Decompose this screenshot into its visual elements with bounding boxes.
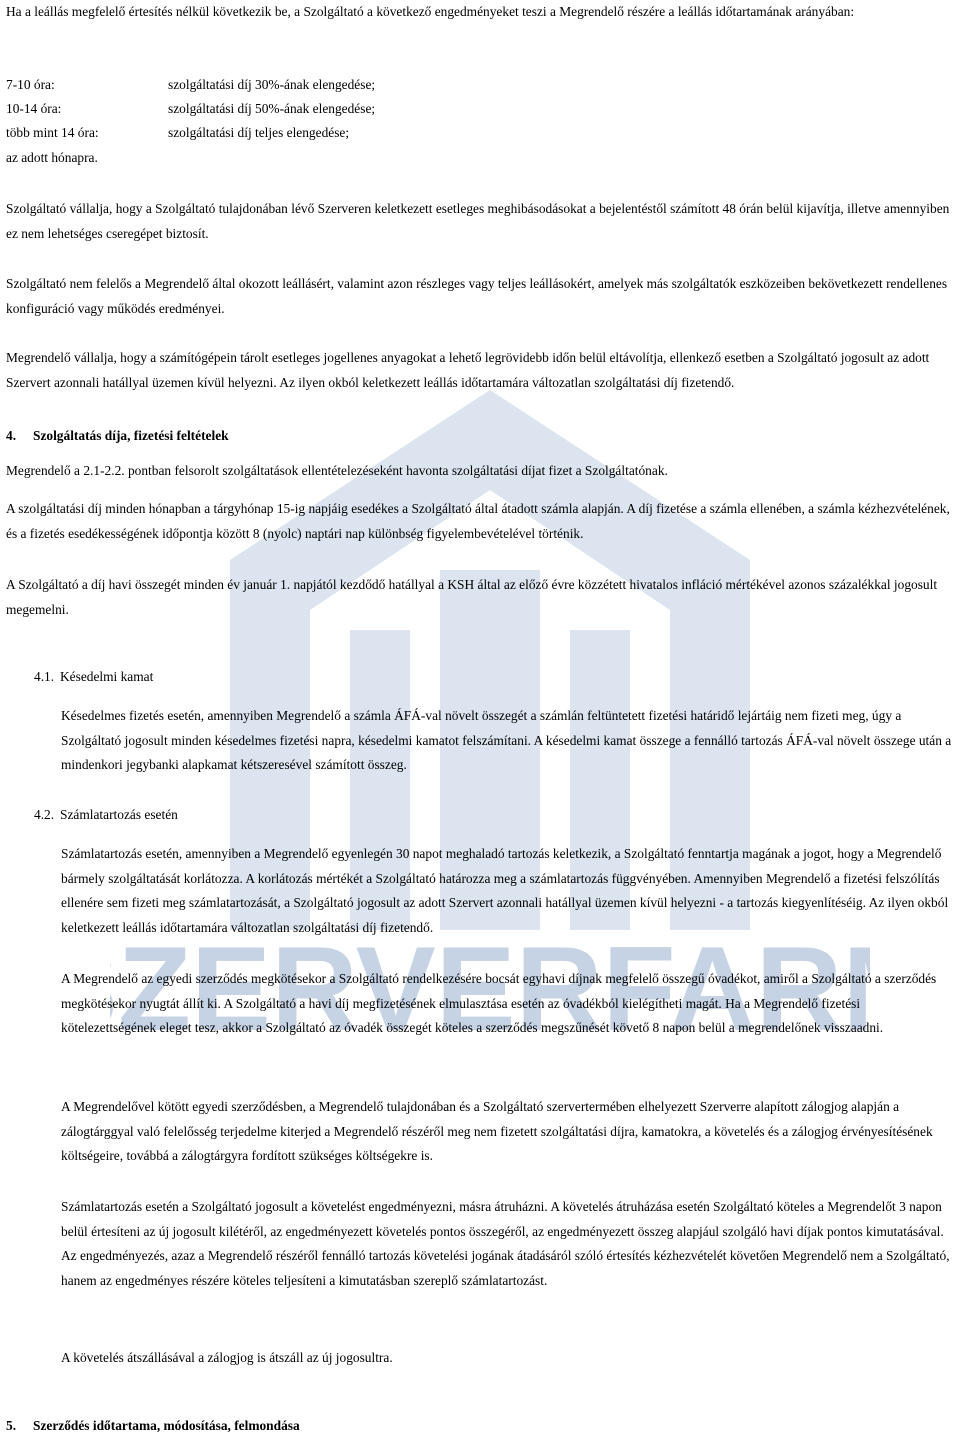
lien-transfer-paragraph: A követelés átszállásával a zálogjog is átszáll az új jogosultra. (61, 1350, 393, 1365)
section-5-heading (6, 1414, 956, 1439)
watermark-text: ZERVERFAR (117, 922, 843, 1056)
subsection-title: Késedelmi kamat (60, 669, 154, 684)
compensation-duration: 7-10 óra: (6, 77, 55, 92)
compensation-row (6, 97, 606, 121)
section-title: Szolgáltatás díja, fizetési feltételek (33, 428, 229, 443)
subsection-4-1-heading (34, 665, 929, 690)
liability-paragraph: Szolgáltató nem felelős a Megrendelő által okozott leállásért, valamint azon részleges vagy teljes leállásokért, amelyek más szolgáltatók eszközeiben bekövetkezett rendellenes konfiguráció vagy működés eredményei. (6, 276, 948, 316)
compensation-duration: több mint 14 óra: (6, 125, 99, 140)
repair-paragraph: Szolgáltató vállalja, hogy a Szolgáltató tulajdonában lévő Szerveren keletkezett esetleges meghibásodásokat a bejelentéstől számított 48 órán belül kijavítja, illetve amennyiben ez nem lehetséges cseregépet biztosít. (6, 201, 950, 241)
subsection-4-2-heading (34, 803, 929, 828)
subsection-number: 4.1. (34, 669, 55, 684)
debt-paragraph: Számlatartozás esetén, amennyiben a Megrendelő egyenlegén 30 napot meghaladó tartozás keletkezik, a Szolgáltató fenntartja magának a jogot, hogy a Megrendelő bármely szolgáltatását korlátozza. A korlátozás mértékét a Szolgáltató határozza meg a számlatartozás függvényében. Amennyiben Megrendelő a fizetési felszólítás ellenére sem fizeti meg számlatartozását, a Szolgáltató jogosult az adott Szervert azonnali hatállyal üzemen kívül helyezni - a tartozás kiegyenlítéséig. Az ilyen okból keletkezett leállás időtartamára változatlan szolgáltatási díj fizetendő. (61, 846, 949, 935)
inflation-paragraph: A Szolgáltató a díj havi összegét minden év január 1. napjától kezdődő hatállyal a KSH által az előző évre közzétett hivatalos infláció mértékével azonos százalékkal jogosult megemelni. (6, 577, 938, 617)
late-interest-paragraph: Késedelmes fizetés esetén, amennyiben Megrendelő a számla ÁFÁ-val növelt összegét a számlán feltüntetett fizetési határidő lejártáig nem fizeti meg, úgy a Szolgáltató jogosult minden késedelmes fizetési napra, késedelmi kamatot felszámítani. A késedelmi kamat összege a fennálló tartozás ÁFÁ-val növelt összege után a mindenkori jegybanki alapkamat kétszeresével számított összeg. (61, 708, 952, 772)
compensation-discount: szolgáltatási díj 30%-ának elengedése; (168, 77, 376, 92)
compensation-row (6, 121, 606, 145)
assignment-paragraph: Számlatartozás esetén a Szolgáltató jogosult a követelést engedményezni, másra átruházni. A követelés átruházása esetén Szolgáltató köteles a Megrendelőt 3 napon belül értesíteni az új jogosult kilétéről, az engedményezett követelés pontos összegéről, az engedményezett összeg alapjául szolgáló havi díjak pontos kimutatásával. Az engedményezés, azaz a Megrendelő részéről fennálló tartozás követelési jogának átadásáról szóló értesítés kézhezvételét követően Megrendelő nem a Szolgáltató, hanem az engedményes részére köteles teljesíteni a kimutatásban szereplő számlatartozást. (61, 1199, 950, 1288)
fee-paragraph: Megrendelő a 2.1-2.2. pontban felsorolt szolgáltatások ellentételezéseként havonta szolgáltatási díjat fizet a Szolgáltatónak. (6, 463, 668, 478)
compensation-discount: szolgáltatási díj teljes elengedése; (168, 125, 350, 140)
compensation-duration: az adott hónapra. (6, 150, 98, 165)
subsection-number: 4.2. (34, 807, 55, 822)
section-number: 5. (6, 1418, 17, 1433)
deposit-paragraph: A Megrendelő az egyedi szerződés megkötésekor a Szolgáltató rendelkezésére bocsát egyhavi díjnak megfelelő összegű óvadékot, amiről a Szolgáltató a szerződés megkötésekor nyugtát állít ki. A Szolgáltató a havi díj megfizetésének elmulasztása esetén az óvadékból kielégítheti magát. Ha a Megrendelő fizetési kötelezettségének eleget tesz, akkor a Szolgáltató az óvadék összegét köteles a szerződés megszűnését követő 8 napon belül a megrendelőnek visszaadni. (61, 971, 937, 1035)
compensation-duration: 10-14 óra: (6, 101, 62, 116)
intro-paragraph: Ha a leállás megfelelő értesítés nélkül következik be, a Szolgáltató a következő engedményeket teszi a Megrendelő részére a leállás időtartamának arányában: (6, 4, 855, 19)
illegal-content-paragraph: Megrendelő vállalja, hogy a számítógépein tárolt esetleges jogellenes anyagokat a lehető legrövidebb időn belül eltávolítja, ellenkező esetben a Szolgáltató jogosult az adott Szervert azonnali hatállyal üzemen kívül helyezni. Az ilyen okból keletkezett leállás időtartamára változatlan szolgáltatási díj fizetendő. (6, 350, 930, 390)
due-date-paragraph: A szolgáltatási díj minden hónapban a tárgyhónap 15-ig napjáig esedékes a Szolgáltató által átadott számla alapján. A díj fizetése a számla ellenében, a számla kézhezvételének, és a fizetés esedékességének időpontja között 8 (nyolc) naptári nap különbség figyelembevételével történik. (6, 501, 950, 541)
section-4-heading (6, 424, 956, 449)
section-title: Szerződés időtartama, módosítása, felmondása (33, 1418, 300, 1433)
section-number: 4. (6, 428, 17, 443)
compensation-row (6, 73, 606, 97)
compensation-row (6, 146, 606, 170)
subsection-title: Számlatartozás esetén (60, 807, 178, 822)
lien-paragraph: A Megrendelővel kötött egyedi szerződésben, a Megrendelő tulajdonában és a Szolgáltató szervertermében elhelyezett Szerverre alapított zálogjog alapján a zálogtárggyal való felelősség terjedelme kiterjed a Megrendelő részéről meg nem fizetett szolgáltatási díjra, kamatokra, a követelés és a zálogjog érvényesítésének költségeire, továbbá a zálogtárgyra fordított szükséges költségekre is. (61, 1099, 933, 1163)
compensation-discount: szolgáltatási díj 50%-ának elengedése; (168, 101, 376, 116)
